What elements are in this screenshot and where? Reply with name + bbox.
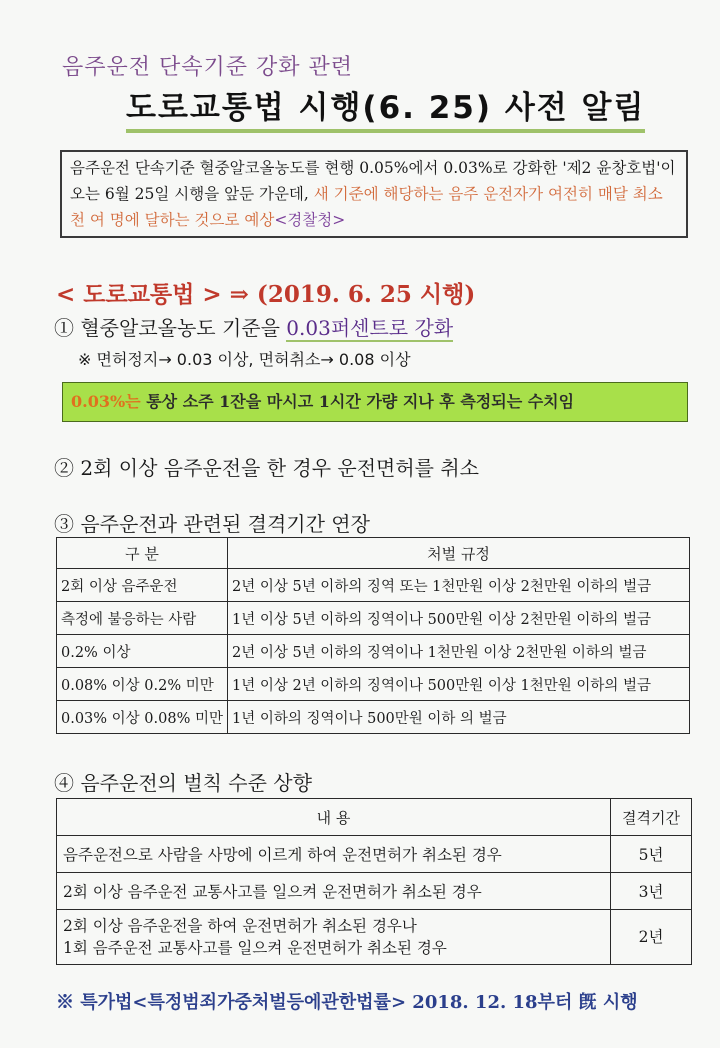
table-header-row bbox=[57, 799, 692, 836]
table-header: 구 분 bbox=[57, 538, 228, 569]
table-cell: 측정에 불응하는 사람 bbox=[57, 602, 228, 635]
banner-text: 통상 소주 1잔을 마시고 1시간 가량 지나 후 측정되는 수치임 bbox=[140, 392, 575, 411]
table-cell: 1년 이상 2년 이하의 징역이나 500만원 이상 1천만원 이하의 벌금 bbox=[228, 668, 690, 701]
table-row bbox=[57, 569, 690, 602]
table-cell: 음주운전으로 사람을 사망에 이르게 하여 운전면허가 취소된 경우 bbox=[57, 836, 611, 873]
table-cell: 2회 이상 음주운전 bbox=[57, 569, 228, 602]
table-row bbox=[57, 635, 690, 668]
table-cell: 2년 bbox=[611, 910, 692, 965]
table-row bbox=[57, 910, 692, 965]
table-cell: 0.03% 이상 0.08% 미만 bbox=[57, 701, 228, 734]
table-cell bbox=[57, 910, 611, 965]
table-header: 내 용 bbox=[57, 799, 611, 836]
law-heading: < 도로교통법 > ⇒ (2019. 6. 25 시행) bbox=[56, 281, 476, 308]
table-cell: 0.2% 이상 bbox=[57, 635, 228, 668]
table-row bbox=[57, 701, 690, 734]
item-4: ④ 음주운전의 벌칙 수준 상향 bbox=[54, 771, 312, 795]
table-row bbox=[57, 836, 692, 873]
intro-text: 음주운전 단속기준 혈중알코올농도를 현행 0.05%에서 0.03%로 강화한 '제2 윤창호법'이 오는 6월 25일 시행을 앞둔 가운데, bbox=[70, 159, 676, 203]
table-cell: 3년 bbox=[611, 873, 692, 910]
item-1-highlight: 0.03퍼센트로 강화 bbox=[286, 316, 454, 340]
table-row bbox=[57, 668, 690, 701]
info-banner bbox=[62, 382, 688, 422]
subtitle: 음주운전 단속기준 강화 관련 bbox=[62, 55, 354, 80]
table-header: 처벌 규정 bbox=[228, 538, 690, 569]
item-3: ③ 음주운전과 관련된 결격기간 연장 bbox=[54, 512, 370, 536]
table-cell: 0.08% 이상 0.2% 미만 bbox=[57, 668, 228, 701]
item-2: ② 2회 이상 음주운전을 한 경우 운전면허를 취소 bbox=[54, 456, 479, 480]
intro-box bbox=[60, 150, 688, 238]
table-cell: 2년 이상 5년 이하의 징역이나 1천만원 이상 2천만원 이하의 벌금 bbox=[228, 635, 690, 668]
table-header: 결격기간 bbox=[611, 799, 692, 836]
item-1-note: ※ 면허정지→ 0.03 이상, 면허취소→ 0.08 이상 bbox=[78, 350, 411, 369]
footer-note: ※ 특가법<특정범죄가중처벌등에관한법률> 2018. 12. 18부터 旣 시행 bbox=[56, 992, 638, 1013]
disqualification-table bbox=[56, 798, 692, 965]
table-row bbox=[57, 602, 690, 635]
table-cell: 2회 이상 음주운전 교통사고를 일으켜 운전면허가 취소된 경우 bbox=[57, 873, 611, 910]
banner-value: 0.03%는 bbox=[71, 392, 141, 411]
intro-highlight: 새 기준에 해당하는 음주 운전자가 여전히 매달 최소 천 여 명에 달하는 것으로 예상 bbox=[70, 185, 663, 229]
table-header-row bbox=[57, 538, 690, 569]
penalty-table bbox=[56, 537, 690, 734]
table-cell: 1년 이상 5년 이하의 징역이나 500만원 이상 2천만원 이하의 벌금 bbox=[228, 602, 690, 635]
table-cell-line: 2회 이상 음주운전을 하여 운전면허가 취소된 경우나 bbox=[63, 917, 417, 935]
item-1-text: ① 혈중알코올농도 기준을 bbox=[54, 316, 287, 340]
intro-source: <경찰청> bbox=[274, 211, 346, 229]
table-cell: 1년 이하의 징역이나 500만원 이하 의 벌금 bbox=[228, 701, 690, 734]
table-cell: 5년 bbox=[611, 836, 692, 873]
table-cell-line: 1회 음주운전 교통사고를 일으켜 운전면허가 취소된 경우 bbox=[63, 939, 447, 957]
table-cell: 2년 이상 5년 이하의 징역 또는 1천만원 이상 2천만원 이하의 벌금 bbox=[228, 569, 690, 602]
page-title: 도로교통법 시행(6. 25) 사전 알림 bbox=[126, 82, 645, 133]
item-1 bbox=[54, 312, 453, 341]
table-row bbox=[57, 873, 692, 910]
